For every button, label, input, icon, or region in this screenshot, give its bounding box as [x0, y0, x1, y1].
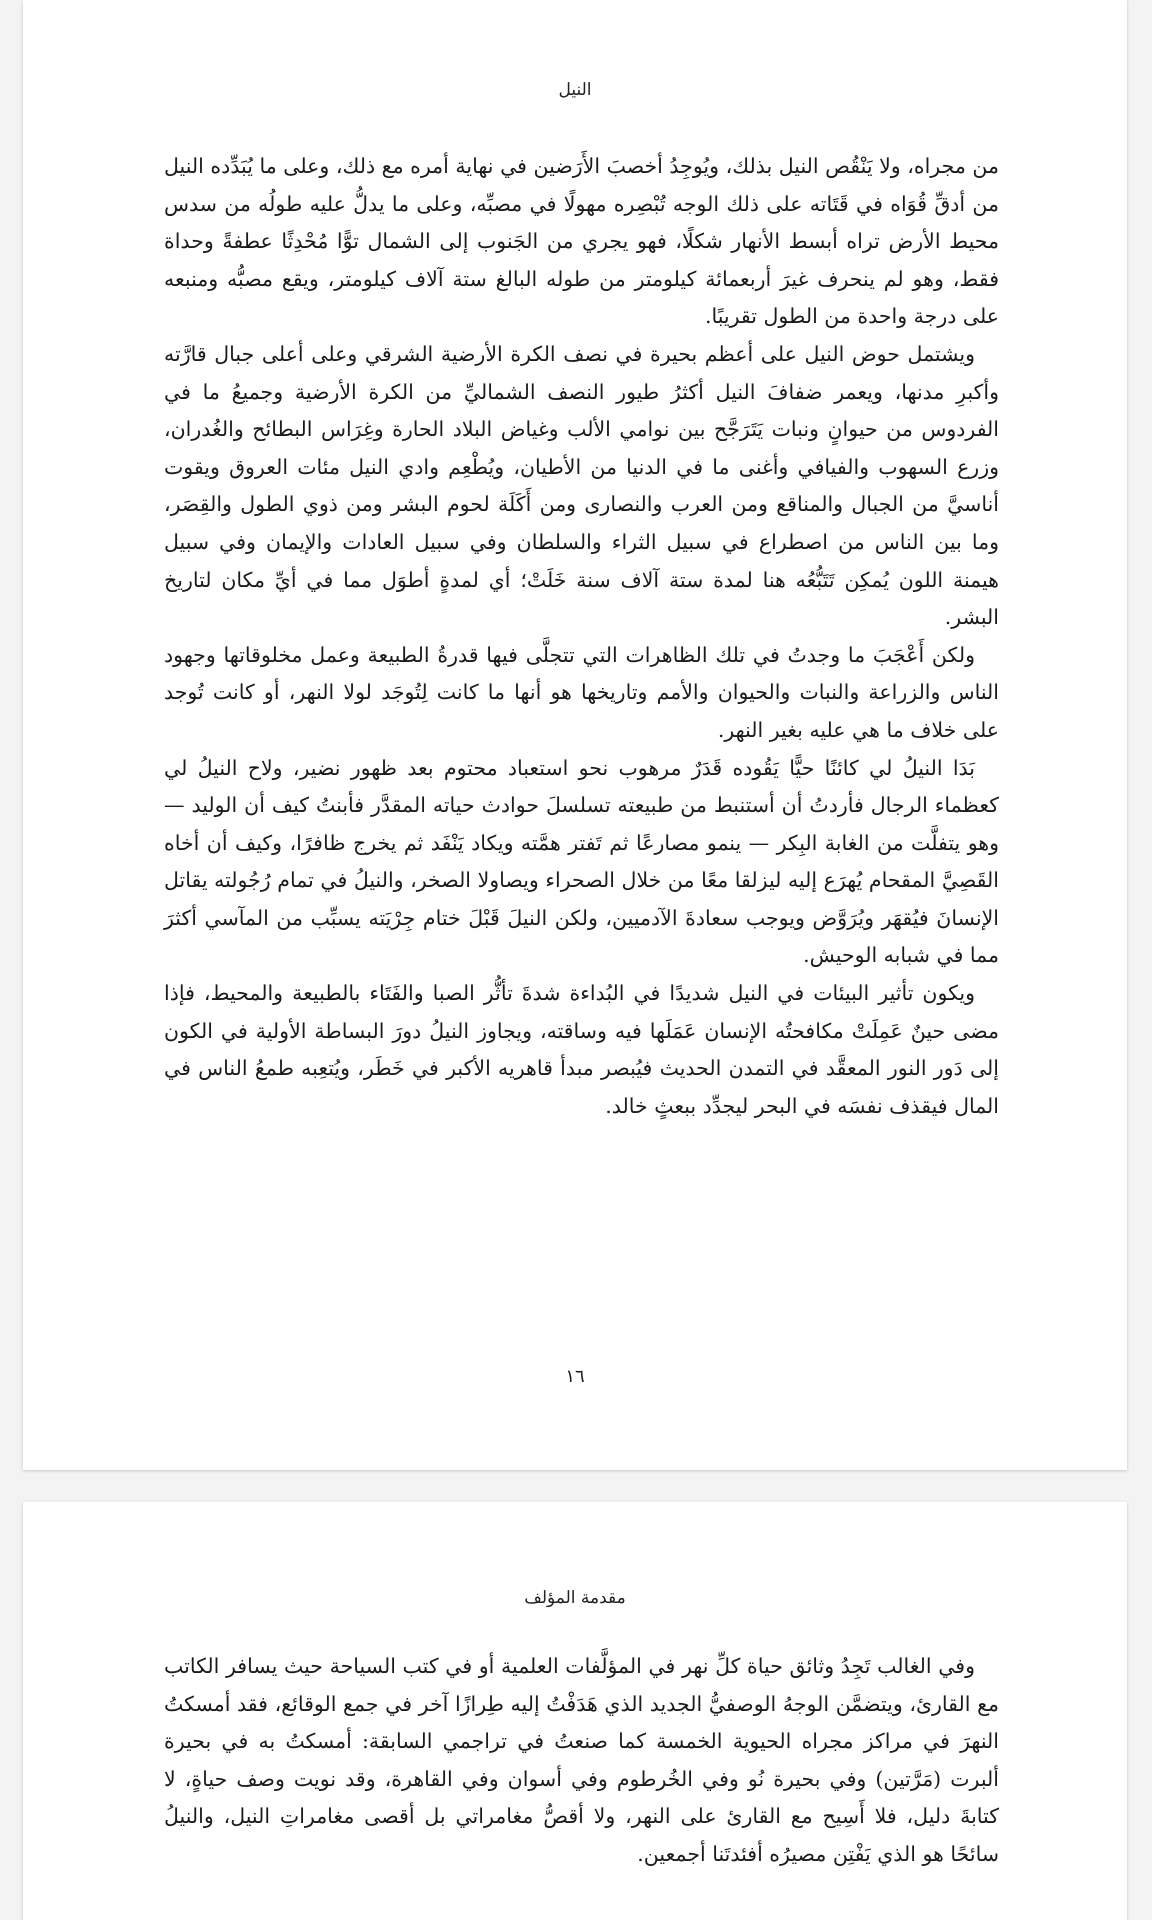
paragraph: من مجراه، ولا يَنْقُص النيل بذلك، ويُوجِدُ أخصبَ الأَرَضين في نهاية أمره مع ذلك، وعلى ما يُبَدِّده النيل من أدقِّ قُوَاه في قَتَاته على ذلك الوجه تُبْصِره مهولًا في مصبِّه، وعلى ما يدلُّ عليه طولُه من سدس محيط الأرض تراه أبسط الأنهار شكلًا، فهو يجري من الجَنوب إلى الشمال توًّا مُحْدِثًا عطفةً وحداة فقط، وهو لم ينحرف غيرَ أربعمائة كيلومتر من طوله البالغ ستة آلاف كيلومتر، ويقع مصبُّه ومنبعه على درجة واحدة من الطول تقريبًا.: [164, 154, 999, 329]
document-page: [23, 0, 1127, 1470]
page-body-text: [164, 1648, 999, 1874]
paragraph: بَدَا النيلُ لي كائنًا حيًّا يَقُوده قَدَرٌ مرهوب نحو استعباد محتوم بعد ظهور نضير، ولاح النيلُ لي كعظماء الرجال فأردتُ أن أستنبط من طبيعته تسلسلَ حوادث حياته المقدَّر فأبنتُ كيف أن الوليد — وهو يتفلَّت من الغابة البِكر — ينمو مصارعًا ثم تَفتر همَّته ويكاد يَنْفَد ثم يخرج ظافرًا، وكيف أن أخاه القَصِيَّ المقحام يُهرَع إليه ليزلقا معًا من خلال الصحراء ويصاولا الصخر، والنيلُ في تمام رُجُولته يقاتل الإنسانَ فيُقهَر ويُرَوَّض ويوجب سعادةَ الآدميين، ولكن النيلَ قَبْلَ ختام جِرْيَته يسبِّب من المآسي أكثرَ مما في شبابه الوحيش.: [164, 755, 999, 968]
paragraph: ويكون تأثير البيئات في النيل شديدًا في البُداءة شدةَ تأثُّر الصبا والفَتَاء بالطبيعة والمحيط، فإذا مضى حينٌ عَمِلَتْ مكافحتُه الإنسان عَمَلَها فيه وساقته، ويجاوز النيلُ دورَ البساطة الأولية في الكون إلى دَور النور المعقَّد في التمدن الحديث فيُبصر مبدأ قاهريه الأكبر في خَطَر، ويُتعِبه طمعُ الناس في المال فيقذف نفسَه في البحر ليجدِّد ببعثٍ خالد.: [164, 981, 999, 1118]
page-body-text: [164, 148, 999, 1125]
running-head: مقدمة المؤلف: [524, 1588, 626, 1608]
document-page: [23, 1502, 1127, 1920]
page-number: ١٦: [565, 1366, 585, 1387]
paragraph: وفي الغالب تَجِدُ وثائق حياة كلِّ نهر في المؤلَّفات العلمية أو في كتب السياحة حيث يسافر الكاتب مع القارئ، ويتضمَّن الوجهُ الوصفيُّ الجديد الذي هَدَفْتُ إليه طِرازًا آخر في جمع الوقائع، فقد أمسكتُ النهرَ في مراكز مجراه الحيوية الخمسة كما صنعتُ في تراجمي السابقة: أمسكتُ به في بحيرة ألبرت (مَرَّتين) وفي بحيرة نُو وفي الخُرطوم وفي أسوان وفي القاهرة، وقد نويت وصف حياةٍ، لا كتابةَ دليل، فلا أَسِيح مع القارئ على النهر، ولا أقصُّ مغامراتي بل أقصى مغامراتِ النيل، والنيلُ سائحًا هو الذي يَفْتِن مصيرُه أفئدتَنا أجمعين.: [164, 1654, 999, 1866]
paragraph: ولكن أَعْجَبَ ما وجدتُ في تلك الظاهرات التي تتجلَّى فيها قدرةُ الطبيعة وعمل مخلوقاتها وجهود الناس والزراعة والنبات والحيوان والأمم وتاريخها هو أنها ما كانت لِتُوجَد لولا النهر، أو كانت تُوجد على خلاف ما هي عليه بغير النهر.: [164, 642, 999, 742]
running-head: النيل: [558, 80, 592, 100]
paragraph: ويشتمل حوض النيل على أعظم بحيرة في نصف الكرة الأرضية الشرقي وعلى أعلى جبال قارَّته وأكبرِ مدنها، ويعمر ضفافَ النيل أكثرُ طيور النصف الشماليِّ من الكرة الأرضية وجميعُ ما في الفردوس من حيوانٍ ونبات يَتَرَجَّح بين نوامي الألب وغياض البلاد الحارة وغِرَاس البطائح والغُدران، وزرع السهوب والفيافي وأغنى ما في الدنيا من الأطيان، ويُطْعِم وادي النيل مئات العروق ويقوت أناسيَّ من الجبال والمناقع ومن العرب والنصارى ومن أَكَلَة لحوم البشر ومن ذوي الطول والقِصَر، وما بين الناس من اصطراع في سبيل الثراء والسلطان وفي سبيل العادات والإيمان وفي سبيل هيمنة اللون يُمكِن تَتَبُّعُه هنا لمدة ستة آلاف سنة خَلَتْ؛ أي لمدةٍ أطوَل مما في أيِّ مكان لتاريخ البشر.: [164, 341, 999, 630]
